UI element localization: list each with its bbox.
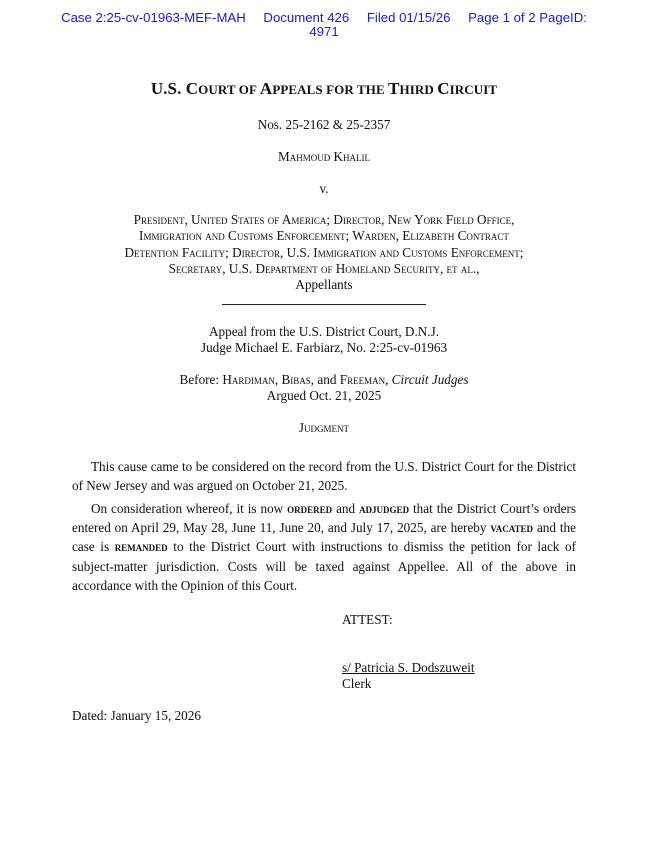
paragraph-1: This cause came to be considered on the record from the U.S. District Court for the District of New Jersey and was argued on October 21, 2025.: [72, 459, 576, 494]
ecf-filing-header: [0, 11, 648, 39]
attest-label: ATTEST:: [342, 612, 393, 627]
appellants-line-4: Secretary, U.S. Department of Homeland Security, et al.,: [168, 260, 480, 276]
clerk-signature: s/ Patricia S. Dodszuweit: [342, 660, 475, 675]
argued-date: Argued Oct. 21, 2025: [266, 388, 382, 404]
case-number-stamp: Case 2:25-cv-01963-MEF-MAH: [61, 10, 246, 25]
appellants-label: Appellants: [295, 277, 353, 293]
divider-rule: [222, 304, 426, 305]
clerk-title: Clerk: [342, 676, 372, 692]
appeal-from: Appeal from the U.S. District Court, D.N.J.: [208, 324, 440, 339]
appellants-line-2: Immigration and Customs Enforcement; Warden, Elizabeth Contract: [139, 228, 509, 244]
paragraph-2: On consideration whereof, it is now ordered and adjudged that the District Court’s orders entered on April 29, May 28, June 11, June 20, and July 17, 2025, are hereby vacated and the case is remanded to the District Court with instructions to dismiss the petition for lack of subject-matter jurisdiction. Costs will be taxed against Appellee. All of the above in accordance with the Opinion of this Court.: [72, 501, 576, 593]
district-judge: Judge Michael E. Farbiarz, No. 2:25-cv-01963: [200, 340, 448, 356]
appellee-name: Mahmoud Khalil: [277, 149, 371, 164]
versus: v.: [319, 181, 329, 196]
appellants-line-3: Detention Facility; Director, U.S. Immigration and Customs Enforcement;: [124, 244, 524, 260]
filed-date-stamp: Filed 01/15/26: [366, 10, 451, 25]
dated-line: Dated: January 15, 2026: [72, 708, 201, 723]
page-id-stamp: 4971: [309, 24, 339, 39]
case-numbers: Nos. 25-2162 & 25-2357: [257, 117, 391, 132]
page-count-stamp: Page 1 of 2 PageID:: [468, 10, 587, 25]
panel-info: [0, 372, 648, 405]
appellants-block: [0, 212, 648, 293]
court-title: U.S. COURT OF APPEALS FOR THE THIRD CIRCUIT: [150, 79, 498, 98]
appeal-info: [0, 324, 648, 357]
panel-judges: Before: Hardiman, Bibas, and Freeman, Circuit Judges: [179, 372, 469, 387]
document-number-stamp: Document 426: [263, 10, 350, 25]
judgment-heading: Judgment: [298, 420, 350, 435]
appellants-line-1: President, United States of America; Director, New York Field Office,: [133, 212, 515, 227]
signature-block: [342, 660, 475, 693]
